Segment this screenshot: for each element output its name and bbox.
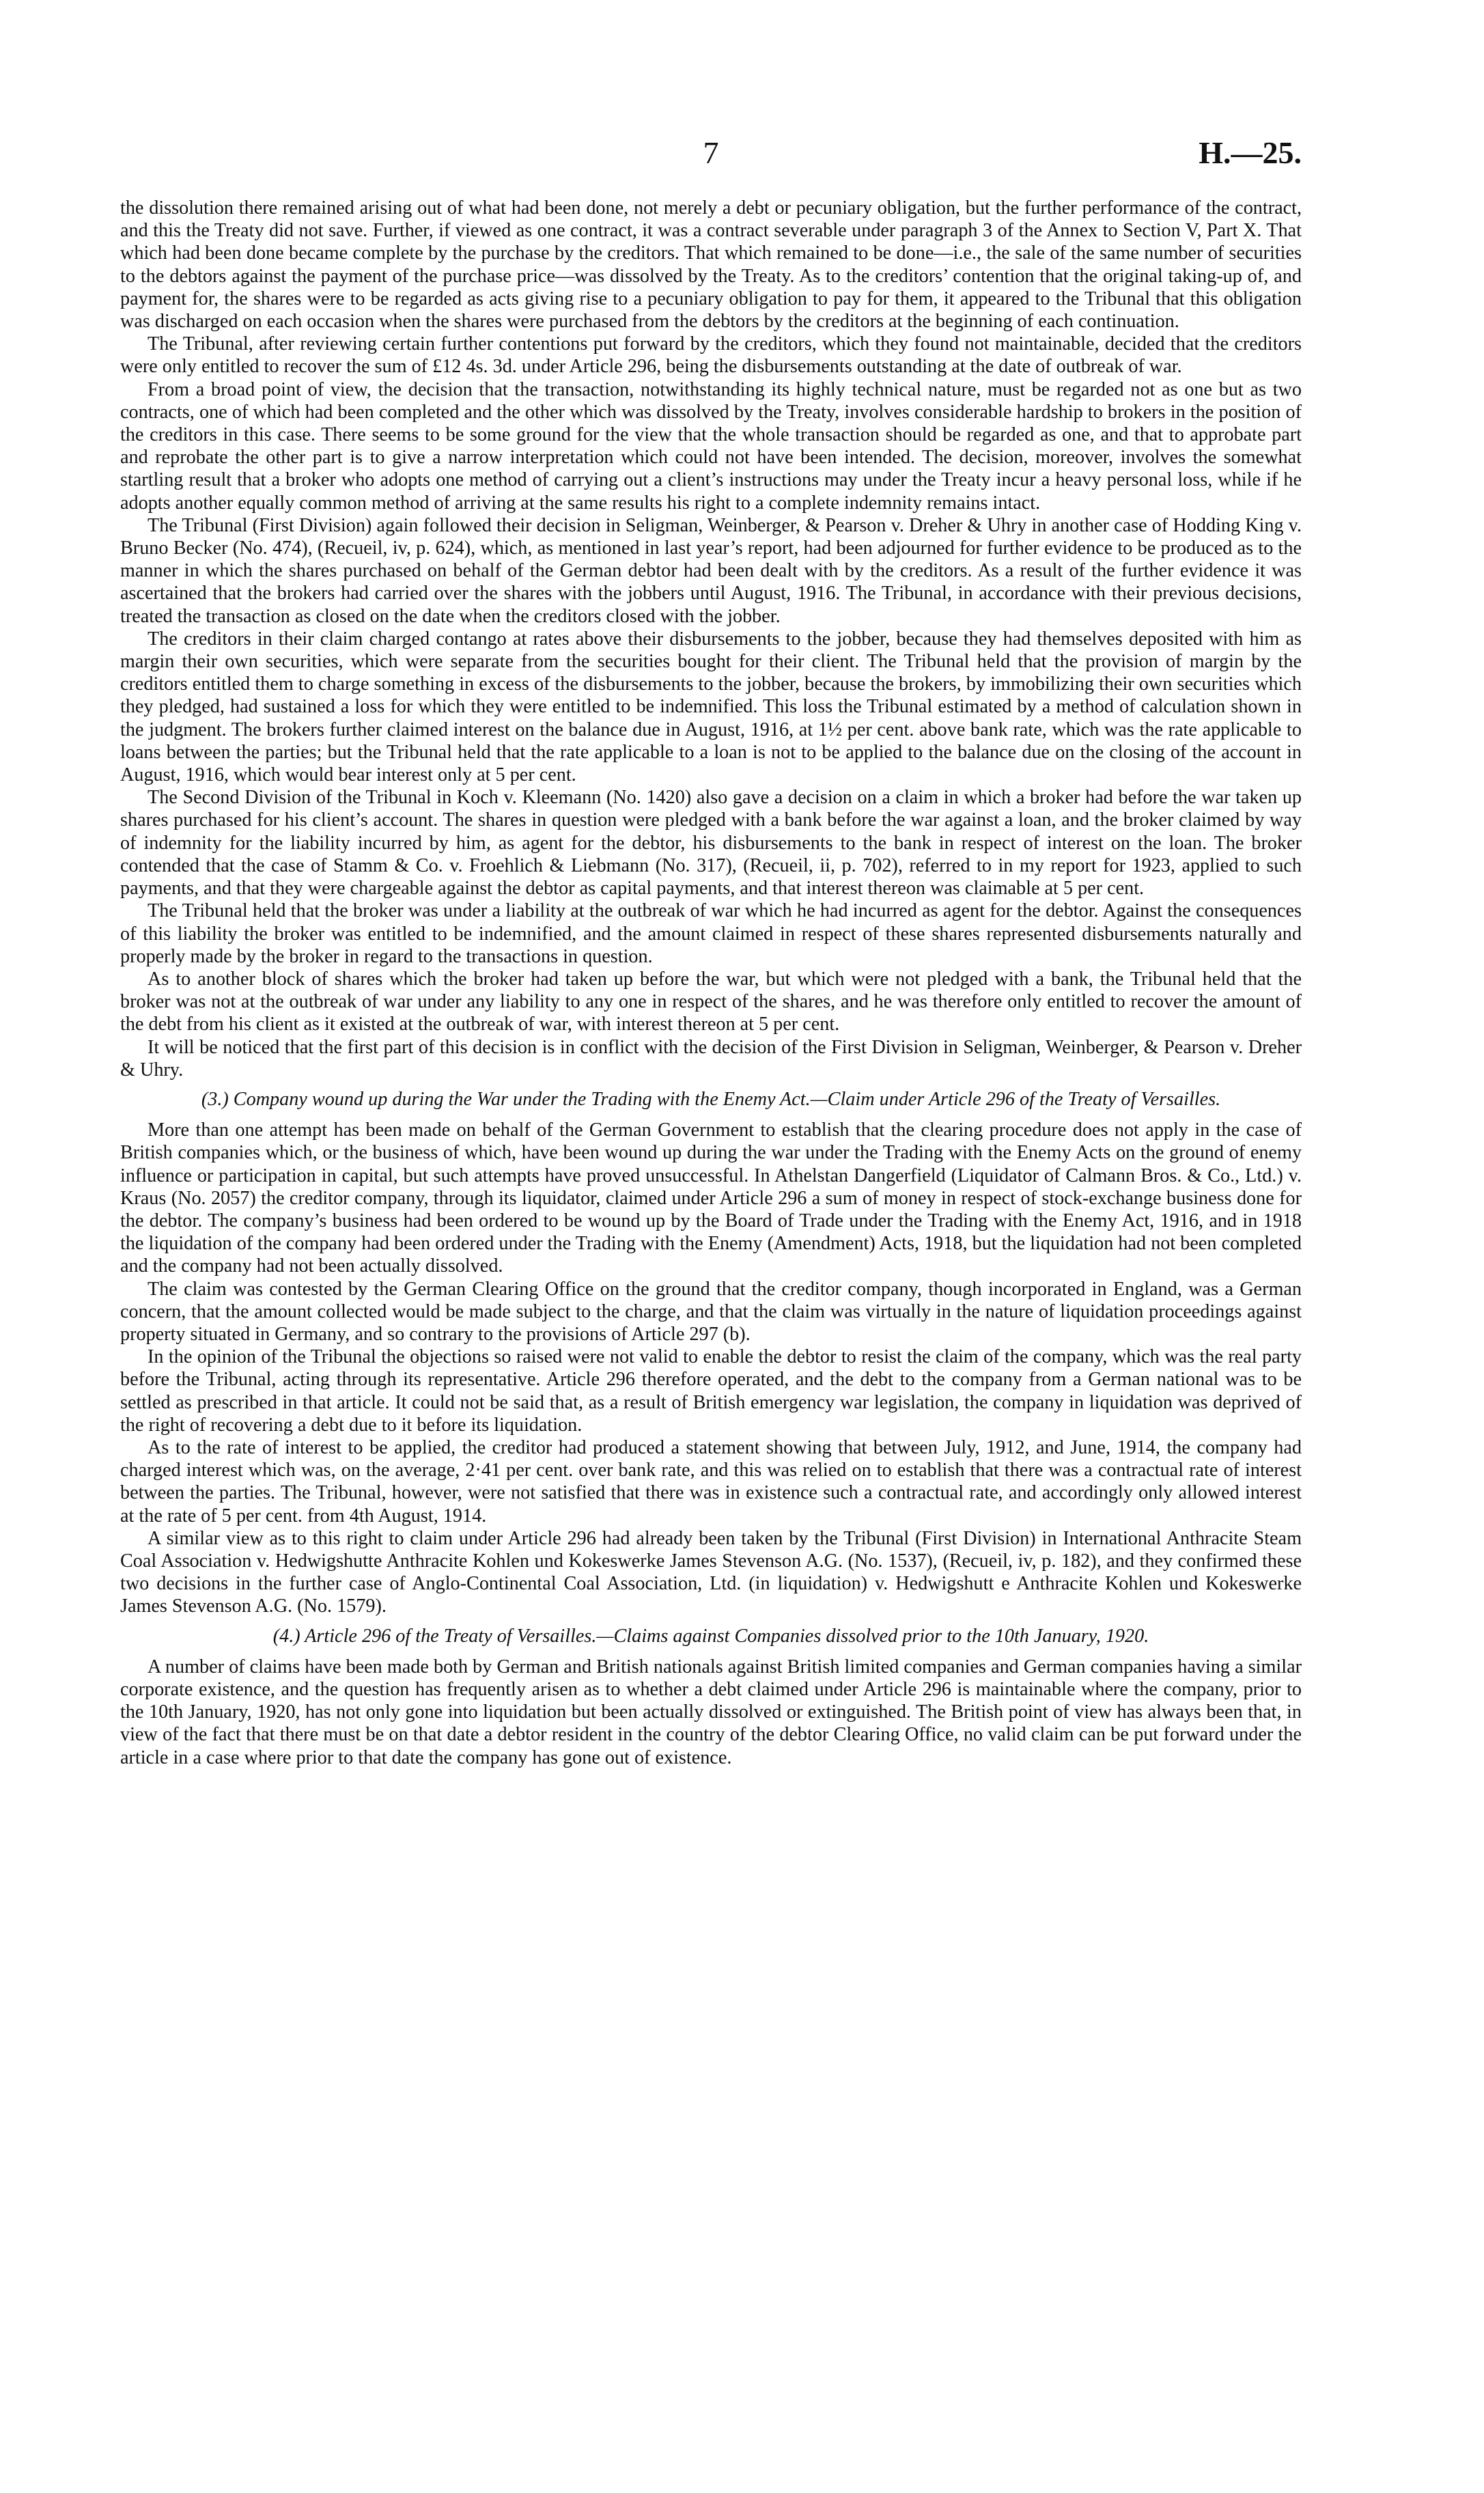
paragraph: The claim was contested by the German Clearing Office on the ground that the creditor company, though incorporated in England, was a German concern, that the amount collected would be made subject to the charge, and that the claim was virtually in the nature of liquidation proceedings against property situated in Germany, and so contrary to the provisions of Article 297 (b). bbox=[120, 1278, 1302, 1345]
paragraph: As to the rate of interest to be applied, the creditor had produced a statement showing that between July, 1912, and June, 1914, the company had charged interest which was, on the average, 2·41 per cent. over bank rate, and this was relied on to establish that there was a contractual rate of interest between the parties. The Tribunal, however, were not satisfied that there was in existence such a contractual rate, and accordingly only allowed interest at the rate of 5 per cent. from 4th August, 1914. bbox=[120, 1436, 1302, 1527]
body-text bbox=[120, 197, 1302, 1769]
paragraph: The Tribunal held that the broker was under a liability at the outbreak of war which he had incurred as agent for the debtor. Against the consequences of this liability the broker was entitled to be indemnified, and the amount claimed in respect of these shares represented disbursements naturally and properly made by the broker in regard to the transactions in question. bbox=[120, 900, 1302, 967]
paragraph: More than one attempt has been made on behalf of the German Government to establish that the clearing procedure does not apply in the case of British companies which, or the business of which, have been wound up during the war under the Trading with the Enemy Acts on the ground of enemy influence or participation in capital, but such attempts have proved unsuccessful. In Athelstan Dangerfield (Liquidator of Calmann Bros. & Co., Ltd.) v. Kraus (No. 2057) the creditor company, through its liquidator, claimed under Article 296 a sum of money in respect of stock-exchange business done for the debtor. The company’s business had been ordered to be wound up by the Board of Trade under the Trading with the Enemy Act, 1916, and in 1918 the liquidation of the company had been ordered under the Trading with the Enemy (Amendment) Acts, 1918, but the liquidation had not been completed and the company had not been actually dissolved. bbox=[120, 1119, 1302, 1277]
document-reference: H.—25. bbox=[1199, 135, 1302, 170]
paragraph: The creditors in their claim charged contango at rates above their disbursements to the jobber, because they had themselves deposited with him as margin their own securities, which were separate from the securities bought for their client. The Tribunal held that the provision of margin by the creditors entitled them to charge something in excess of the disbursements to the jobber, because the brokers, by immobilizing their own securities which they pledged, had sustained a loss for which they were entitled to be indemnified. This loss the Tribunal estimated by a method of calculation shown in the judgment. The brokers further claimed interest on the balance due in August, 1916, at 1½ per cent. above bank rate, which was the rate applicable to loans between the parties; but the Tribunal held that the rate applicable to a loan is not to be applied to the balance due on the closing of the account in August, 1916, which would bear interest only at 5 per cent. bbox=[120, 628, 1302, 786]
page-header bbox=[120, 134, 1302, 172]
paragraph: It will be noticed that the first part of this decision is in conflict with the decision of the First Division in Seligman, Weinberger, & Pearson v. Dreher & Uhry. bbox=[120, 1036, 1302, 1081]
section-heading: (3.) Company wound up during the War under the Trading with the Enemy Act.—Claim under Article 296 of the Treaty of Versailles. bbox=[201, 1088, 1221, 1110]
paragraph: A number of claims have been made both by German and British nationals against British limited companies and German companies having a similar corporate existence, and the question has frequently arisen as to whether a debt claimed under Article 296 is maintainable where the company, prior to the 10th January, 1920, has not only gone into liquidation but been actually dissolved or extinguished. The British point of view has always been that, in view of the fact that there must be on that date a debtor resident in the country of the debtor Clearing Office, no valid claim can be put forward under the article in a case where prior to that date the company has gone out of existence. bbox=[120, 1656, 1302, 1768]
paragraph: In the opinion of the Tribunal the objections so raised were not valid to enable the debtor to resist the claim of the company, which was the real party before the Tribunal, acting through its representative. Article 296 therefore operated, and the debt to the company from a German national was to be settled as prescribed in that article. It could not be said that, as a result of British emergency war legislation, the company in liquidation was deprived of the right of recovering a debt due to it before its liquidation. bbox=[120, 1346, 1302, 1436]
paragraph: From a broad point of view, the decision that the transaction, notwithstanding its highly technical nature, must be regarded not as one but as two contracts, one of which had been completed and the other which was dissolved by the Treaty, involves considerable hardship to brokers in the position of the creditors in this case. There seems to be some ground for the view that the whole transaction should be regarded as one, and that to approbate part and reprobate the other part is to give a narrow interpretation which could not have been intended. The decision, moreover, involves the somewhat startling result that a broker who adopts one method of carrying out a client’s instructions may under the Treaty incur a heavy personal loss, while if he adopts another equally common method of arriving at the same results his right to a complete indemnity remains intact. bbox=[120, 378, 1302, 514]
paragraph: A similar view as to this right to claim under Article 296 had already been taken by the Tribunal (First Division) in International Anthracite Steam Coal Association v. Hedwigshutte Anthracite Kohlen und Kokeswerke James Stevenson A.G. (No. 1537), (Recueil, iv, p. 182), and they confirmed these two decisions in the further case of Anglo-Continental Coal Association, Ltd. (in liquidation) v. Hedwigshutt e Anthracite Kohlen und Kokeswerke James Stevenson A.G. (No. 1579). bbox=[120, 1527, 1302, 1617]
section-heading: (4.) Article 296 of the Treaty of Versailles.—Claims against Companies dissolved prior to the 10th January, 1920. bbox=[272, 1625, 1149, 1647]
paragraph: The Tribunal, after reviewing certain further contentions put forward by the creditors, which they found not maintainable, decided that the creditors were only entitled to recover the sum of £12 4s. 3d. under Article 296, being the disbursements outstanding at the date of outbreak of war. bbox=[120, 333, 1302, 378]
paragraph: The Second Division of the Tribunal in Koch v. Kleemann (No. 1420) also gave a decision on a claim in which a broker had before the war taken up shares purchased for his client’s account. The shares in question were pledged with a bank before the war against a loan, and the broker claimed by way of indemnity for the liability incurred by him, as agent for the debtor, his disbursements to the bank in respect of interest on the loan. The broker contended that the case of Stamm & Co. v. Froehlich & Liebmann (No. 317), (Recueil, ii, p. 702), referred to in my report for 1923, applied to such payments, and that they were chargeable against the debtor as capital payments, and that interest thereon was claimable at 5 per cent. bbox=[120, 787, 1302, 900]
page-number: 7 bbox=[703, 135, 719, 170]
paragraph: the dissolution there remained arising out of what had been done, not merely a debt or pecuniary obligation, but the further performance of the contract, and this the Treaty did not save. Further, if viewed as one contract, it was a contract severable under paragraph 3 of the Annex to Section V, Part X. That which had been done became complete by the purchase by the creditors. That which remained to be done—i.e., the sale of the same number of securities to the debtors against the payment of the purchase price—was dissolved by the Treaty. As to the creditors’ contention that the original taking-up of, and payment for, the shares were to be regarded as acts giving rise to a pecuniary obligation to pay for them, it appeared to the Tribunal that this obligation was discharged on each occasion when the shares were purchased from the debtors by the creditors at the beginning of each continuation. bbox=[120, 197, 1302, 333]
paragraph: As to another block of shares which the broker had taken up before the war, but which were not pledged with a bank, the Tribunal held that the broker was not at the outbreak of war under any liability to any one in respect of the shares, and he was therefore only entitled to recover the amount of the debt from his client as it existed at the outbreak of war, with interest thereon at 5 per cent. bbox=[120, 968, 1302, 1035]
paragraph: The Tribunal (First Division) again followed their decision in Seligman, Weinberger, & Pearson v. Dreher & Uhry in another case of Hodding King v. Bruno Becker (No. 474), (Recueil, iv, p. 624), which, as mentioned in last year’s report, had been adjourned for further evidence to be produced as to the manner in which the shares purchased on behalf of the German debtor had been dealt with by the creditors. As a result of the further evidence it was ascertained that the brokers had carried over the shares with the jobbers until August, 1916. The Tribunal, in accordance with their previous decisions, treated the transaction as closed on the date when the creditors closed with the jobber. bbox=[120, 514, 1302, 627]
